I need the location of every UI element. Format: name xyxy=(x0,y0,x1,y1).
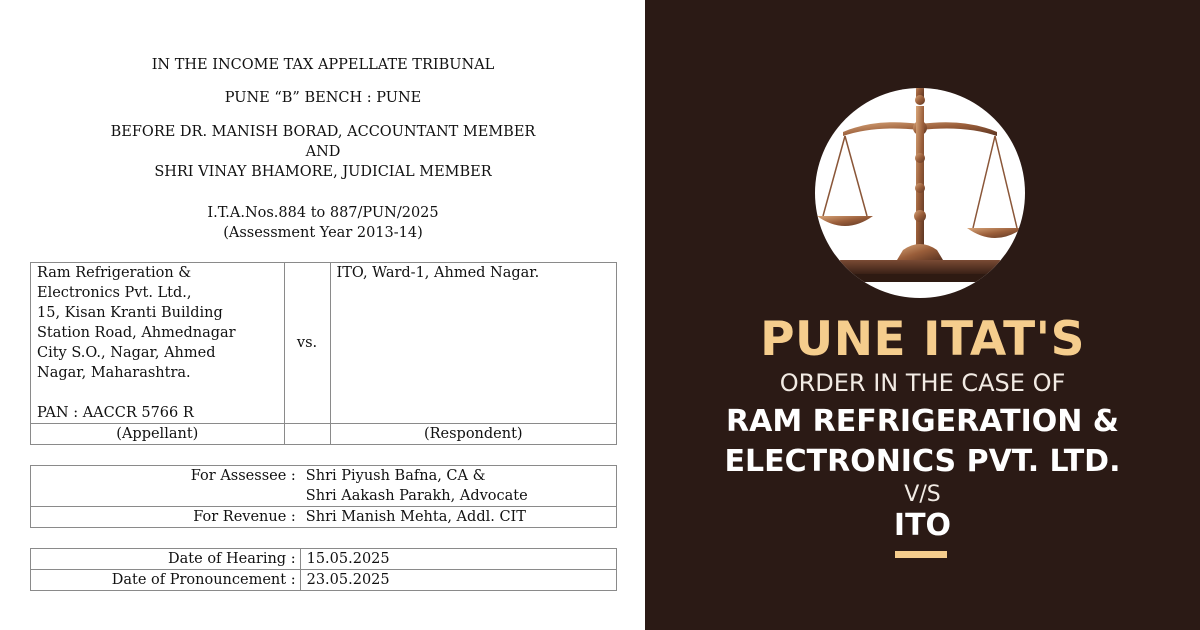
banner-panel xyxy=(645,0,1200,630)
scales-of-justice-icon xyxy=(815,88,1025,298)
respondent-underline xyxy=(895,551,947,558)
banner-appellant-line-2: ELECTRONICS PVT. LTD. xyxy=(724,444,1121,479)
for-revenue-value: Shri Manish Mehta, Addl. CIT xyxy=(300,507,617,528)
emblem-circle xyxy=(815,88,1025,298)
appellant-role: (Appellant) xyxy=(31,424,285,445)
assessment-year: (Assessment Year 2013-14) xyxy=(223,225,423,241)
banner-title: PUNE ITAT'S xyxy=(760,312,1085,367)
for-assessee-value xyxy=(300,466,617,507)
dates-table xyxy=(30,548,617,591)
appellant-cell xyxy=(31,263,285,424)
banner-appellant-line-1: RAM REFRIGERATION & xyxy=(726,404,1119,439)
before-member-2: SHRI VINAY BHAMORE, JUDICIAL MEMBER xyxy=(154,164,492,180)
for-revenue-label: For Revenue : xyxy=(31,507,300,528)
versus-role-blank xyxy=(284,424,330,445)
appellant-pan: PAN : AACCR 5766 R xyxy=(37,405,194,421)
counsel-table xyxy=(30,465,617,528)
hearing-date-value: 15.05.2025 xyxy=(300,549,616,570)
versus-cell xyxy=(284,263,330,424)
for-assessee-label: For Assessee : xyxy=(31,466,300,507)
hearing-date-label: Date of Hearing : xyxy=(31,549,301,570)
respondent-cell xyxy=(330,263,616,424)
banner-versus: V/S xyxy=(904,482,941,507)
appellant-line: Ram Refrigeration & xyxy=(37,265,192,281)
tribunal-heading: IN THE INCOME TAX APPELLATE TRIBUNAL xyxy=(151,57,495,73)
banner-subtitle: ORDER IN THE CASE OF xyxy=(779,369,1066,397)
bench-heading: PUNE “B” BENCH : PUNE xyxy=(224,90,422,106)
appellant-line: 15, Kisan Kranti Building xyxy=(37,305,223,321)
pronouncement-date-value: 23.05.2025 xyxy=(300,570,616,591)
parties-table xyxy=(30,262,617,445)
versus-label: vs. xyxy=(296,335,318,351)
appellant-line: Electronics Pvt. Ltd., xyxy=(37,285,192,301)
banner-respondent: ITO xyxy=(893,508,952,543)
respondent-role: (Respondent) xyxy=(330,424,616,445)
appellant-line: Station Road, Ahmednagar xyxy=(37,325,236,341)
respondent-name: ITO, Ward-1, Ahmed Nagar. xyxy=(336,265,540,281)
before-and: AND xyxy=(305,144,341,160)
before-member-1: BEFORE DR. MANISH BORAD, ACCOUNTANT MEMBER xyxy=(110,124,536,140)
assessee-counsel-line: Shri Piyush Bafna, CA & xyxy=(305,468,486,484)
ita-numbers: I.T.A.Nos.884 to 887/PUN/2025 xyxy=(207,205,439,221)
appellant-line: City S.O., Nagar, Ahmed xyxy=(37,345,216,361)
pronouncement-date-label: Date of Pronouncement : xyxy=(31,570,301,591)
appellant-line: Nagar, Maharashtra. xyxy=(37,365,191,381)
assessee-counsel-line: Shri Aakash Parakh, Advocate xyxy=(305,488,528,504)
